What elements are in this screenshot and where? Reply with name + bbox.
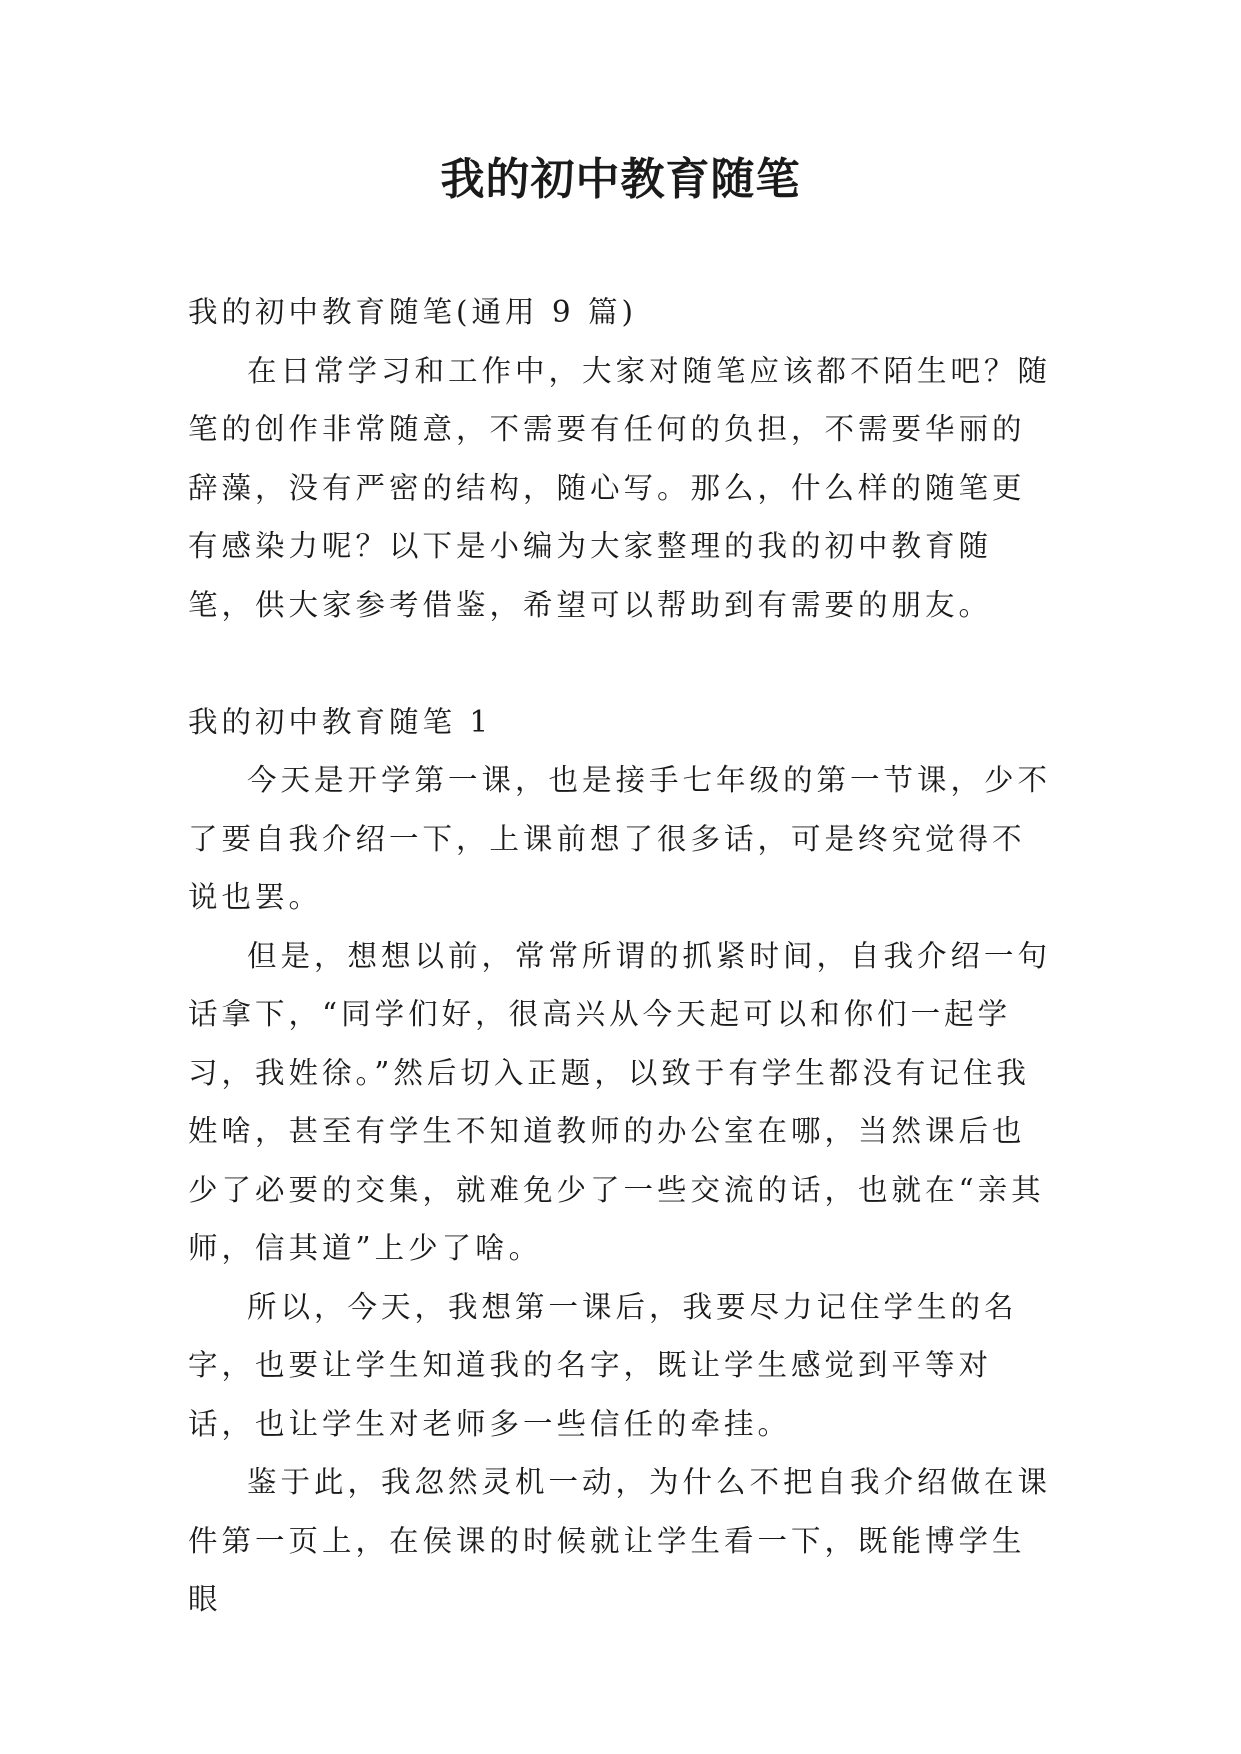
section-spacer (188, 634, 1054, 693)
intro-paragraph: 在日常学习和工作中，大家对随笔应该都不陌生吧？随笔的创作非常随意，不需要有任何的负担，不需要华丽的辞藻，没有严密的结构，随心写。那么，什么样的随笔更有感染力呢？以下是小编为大家整理的我的初中教育随笔，供大家参考借鉴，希望可以帮助到有需要的朋友。 (188, 353, 1052, 622)
body-paragraph: 所以，今天，我想第一课后，我要尽力记住学生的名字，也要让学生知道我的名字，既让学生感觉到平等对话，也让学生对老师多一些信任的牵挂。 (188, 1289, 1018, 1441)
body-paragraph: 但是，想想以前，常常所谓的抓紧时间，自我介绍一句话拿下，“同学们好，很高兴从今天起可以和你们一起学习，我姓徐。”然后切入正题，以致于有学生都没有记住我姓啥，甚至有学生不知道教师的办公室在哪，当然课后也少了必要的交集，就难免少了一些交流的话，也就在“亲其师，信其道”上少了啥。 (188, 938, 1052, 1265)
section-heading: 我的初中教育随笔 1 (188, 704, 493, 739)
document-body (188, 283, 1054, 1629)
body-paragraph: 今天是开学第一课，也是接手七年级的第一节课，少不了要自我介绍一下，上课前想了很多话，可是终究觉得不说也罢。 (188, 763, 1052, 914)
document-title: 我的初中教育随笔 (440, 154, 801, 205)
document-subtitle: 我的初中教育随笔(通用 9 篇) (188, 295, 638, 329)
body-paragraph: 鉴于此，我忽然灵机一动，为什么不把自我介绍做在课件第一页上，在侯课的时候就让学生看一下，既能博学生眼 (188, 1465, 1052, 1616)
